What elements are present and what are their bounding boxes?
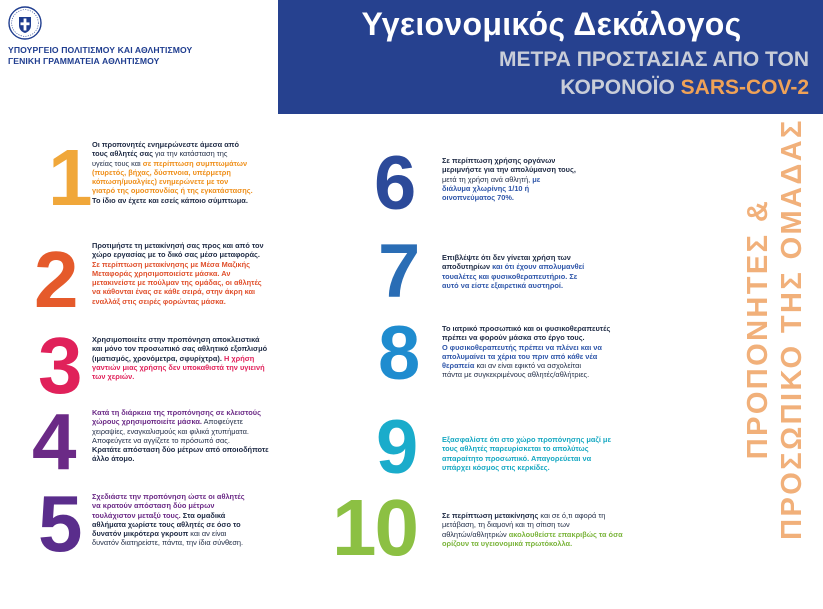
rule-1-segment: τους αθλητές σας xyxy=(92,149,153,159)
rule-6-line: μεριμνήστε για την απολύμανση τους, xyxy=(442,165,576,175)
rule-3-line xyxy=(92,354,267,363)
rule-2-line: να κάθονται ένας σε κάθε σειρά, στην άκρη και xyxy=(92,287,256,297)
greek-emblem-logo xyxy=(8,6,42,40)
rule-8-line: απολυμαίνει τα χέρια του πριν από κάθε νέα xyxy=(442,351,598,361)
rule-2-line: χώρο εργασίας με το δικό σας μέσο μεταφοράς. xyxy=(92,250,260,260)
side-text-line2: ΠΡΟΣΩΠΙΚΟ ΤΗΣ ΟΜΑΔΑΣ xyxy=(776,118,808,540)
page-title: Υγειονομικός Δεκάλογος xyxy=(361,6,742,42)
rule-7-line xyxy=(442,272,584,281)
rule-9-line: απαραίτητο προσωπικό. Απαγορεύεται να xyxy=(442,453,592,463)
rule-6-text xyxy=(442,156,576,202)
rule-5-line: Σχεδιάστε την προπόνηση ώστε οι αθλητές xyxy=(92,492,245,501)
rule-7-line: Επιβλέψτε ότι δεν γίνεται χρήση των xyxy=(442,253,571,262)
rule-3-line: γαντιών μιας χρήσης δεν υποκαθιστά την υγιεινή xyxy=(92,362,265,372)
rule-8-line: Ο φυσικοθεραπευτής πρέπει να πλένει και να xyxy=(442,342,602,352)
rule-5-line: δυνατόν διατηρείστε, πάντα, την ίδια σύνθεση. xyxy=(92,538,244,548)
rule-4-line xyxy=(92,417,269,426)
rule-7-segment: και ότι έχουν απολυμανθεί xyxy=(490,262,585,272)
rule-1-number: 1 xyxy=(48,133,91,222)
rule-2-line: μετακινείστε με πούλμαν της ομάδας, οι αθλητές xyxy=(92,278,262,288)
rule-10-line xyxy=(442,530,623,539)
rule-4-line: Αποφεύγετε να αγγίζετε το πρόσωπό σας. xyxy=(92,435,230,445)
rule-8-segment: και αν είναι εφικτό να ασχολείται xyxy=(474,361,582,371)
rule-1-segment: υγείας τους και xyxy=(92,158,143,168)
rule-9-line: τους αθλητές παρευρίσκεται το απολύτως xyxy=(442,444,589,454)
rule-5-line: να κρατούν απόσταση δύο μέτρων xyxy=(92,501,215,511)
rule-5-line: αθλήματα χωρίστε τους αθλητές σε όσο το xyxy=(92,519,241,529)
rule-10-text xyxy=(442,511,623,548)
rule-3-line: και μόνο τον προσωπικό σας αθλητικό εξοπλισμό xyxy=(92,344,268,354)
rule-7-number: 7 xyxy=(378,229,419,314)
rule-6-segment: με xyxy=(532,174,541,184)
rule-1-segment: σε περίπτωση συμπτωμάτων xyxy=(142,158,248,168)
rule-4-segment: χώρους χρησιμοποιείτε μάσκα. xyxy=(92,417,202,427)
rule-3-line: Χρησιμοποιείτε στην προπόνηση αποκλειστικά xyxy=(92,335,260,344)
rule-10-segment: και σε ό,τι αφορά τη xyxy=(538,511,606,520)
rule-10-line: μετάβαση, τη διαμονή και τη σίτιση των xyxy=(442,520,570,530)
rule-8-line: Το ιατρικό προσωπικό και οι φυσικοθεραπευτές xyxy=(442,324,611,333)
rule-4-number: 4 xyxy=(32,397,75,486)
rule-1-line: γιατρό της ομοσπονδίας ή της εγκατάστασης. xyxy=(92,186,253,196)
rule-10-number: 10 xyxy=(332,483,417,572)
rule-7-line xyxy=(442,262,584,271)
rule-8-line: πρέπει να φορούν μάσκα στο έργο τους. xyxy=(442,333,585,343)
ministry-name: ΥΠΟΥΡΓΕΙΟ ΠΟΛΙΤΙΣΜΟΥ ΚΑΙ ΑΘΛΗΤΙΣΜΟΥ xyxy=(8,45,193,55)
rule-8-line: πάντα με συγκεκριμένους αθλητές/αθλήτριες. xyxy=(442,370,590,380)
rule-6-line: οινοπνεύματος 70%. xyxy=(442,193,514,203)
rule-6-line: Σε περίπτωση χρήσης οργάνων xyxy=(442,156,556,165)
rule-3-line: των χεριών. xyxy=(92,372,135,382)
secretariat-name: ΓΕΝΙΚΗ ΓΡΑΜΜΑΤΕΙΑ ΑΘΛΗΤΙΣΜΟΥ xyxy=(8,56,160,66)
rule-5-segment: τουλάχιστον μεταξύ τους. xyxy=(92,510,181,520)
rule-1-line xyxy=(92,159,253,168)
rule-10-segment: ακολουθείστε επακριβώς τα όσα xyxy=(508,529,623,539)
rule-10-segment: αθλητών/αθλητριών xyxy=(442,529,509,539)
rule-2-line: Προτιμήστε τη μετακίνησή σας προς και από τον xyxy=(92,241,264,250)
rule-5-line xyxy=(92,511,245,520)
rule-3-segment: (ιματισμός, χρονόμετρα, σφυρίχτρα). xyxy=(92,353,224,363)
rule-4-segment: Αποφεύγετε xyxy=(201,417,243,427)
subtitle-virus-text: ΚΟΡΟΝΟΪΟ xyxy=(560,76,681,99)
rule-5-segment: δυνατόν μικρότερα γκρουπ xyxy=(92,529,189,539)
rule-9-text xyxy=(442,435,611,472)
rule-2-text xyxy=(92,241,264,306)
rule-5-segment: και αν είναι xyxy=(188,529,227,539)
rule-8-segment: θεραπεία xyxy=(442,361,475,371)
rule-7-text xyxy=(442,253,584,290)
rule-8-text xyxy=(442,324,610,380)
rule-5-line xyxy=(92,529,245,538)
rule-1-text xyxy=(92,140,253,205)
rule-2-number: 2 xyxy=(34,235,77,324)
rule-2-line: εναλλάξ στις σειρές φορώντας μάσκα. xyxy=(92,296,226,306)
rule-1-segment: για την κατάσταση της xyxy=(152,149,228,159)
rule-1-line: Το ίδιο αν έχετε και εσείς κάποιο σύμπτωμα. xyxy=(92,195,248,205)
rule-1-line: κόπωση/μυαλγίες) ενημερώνετε με τον xyxy=(92,177,229,187)
rule-9-number: 9 xyxy=(376,405,417,490)
rule-4-line: Κρατάτε απόσταση δύο μέτρων από οποιοδήποτε xyxy=(92,445,269,455)
rule-1-line xyxy=(92,149,253,158)
rule-7-segment: αποδυτηρίων xyxy=(442,262,491,272)
rule-3-text xyxy=(92,335,267,381)
rule-4-line: χειραψίες, εναγκαλισμούς και φιλικά χτυπήματα. xyxy=(92,426,249,436)
rule-1-line: Οι προπονητές ενημερώνεστε άμεσα από xyxy=(92,140,239,149)
rule-7-segment: Σε xyxy=(567,271,578,281)
rule-4-line: Κατά τη διάρκεια της προπόνησης σε κλειστούς xyxy=(92,408,261,417)
rule-9-line: υπάρχει κόσμος στις κερκίδες. xyxy=(442,462,550,472)
rule-8-number: 8 xyxy=(378,311,419,396)
rule-7-line: αυτό να είστε εξαιρετικά αυστηροί. xyxy=(442,280,564,290)
subtitle-virus-name: SARS-COV-2 xyxy=(680,76,809,99)
rule-5-segment: Στα ομαδικά xyxy=(180,510,226,520)
rule-6-segment: μετά τη χρήση ανά αθλητή, xyxy=(442,174,533,184)
rule-10-line: ορίζουν τα υγειονομικά πρωτόκολλα. xyxy=(442,538,573,548)
rule-6-line: διάλυμα χλωρίνης 1/10 ή xyxy=(442,183,530,193)
subtitle-line1: ΜΕΤΡΑ ΠΡΟΣΤΑΣΙΑΣ ΑΠΟ ΤΟΝ xyxy=(498,48,809,71)
rule-3-number: 3 xyxy=(38,321,81,410)
rule-4-text xyxy=(92,408,269,464)
rule-2-line: Μεταφοράς χρησιμοποιείστε μάσκα. Αν xyxy=(92,268,231,278)
rule-1-line: (πυρετός, βήχας, δύσπνοια, υπέρμετρη xyxy=(92,167,231,177)
rule-3-segment: Η χρήση xyxy=(224,353,255,363)
rule-4-line: άλλο άτομο. xyxy=(92,454,135,464)
rule-10-line xyxy=(442,511,623,520)
rule-6-number: 6 xyxy=(374,141,415,226)
rule-6-line xyxy=(442,175,576,184)
rule-5-text xyxy=(92,492,245,548)
rule-10-segment: Σε περίπτωση μετακίνησης xyxy=(442,511,539,520)
rule-8-line xyxy=(442,361,610,370)
rule-9-line: Εξασφαλίστε ότι στο χώρο προπόνησης μαζί με xyxy=(442,435,611,444)
rule-2-line: Σε περίπτωση μετακίνησης με Μέσα Μαζικής xyxy=(92,259,251,269)
side-text-line1: ΠΡΟΠΟΝΗΤΕΣ & xyxy=(742,198,774,460)
rule-7-segment: τουαλέτες και φυσικοθεραπευτήριο. xyxy=(442,271,568,281)
rule-5-number: 5 xyxy=(38,479,81,568)
